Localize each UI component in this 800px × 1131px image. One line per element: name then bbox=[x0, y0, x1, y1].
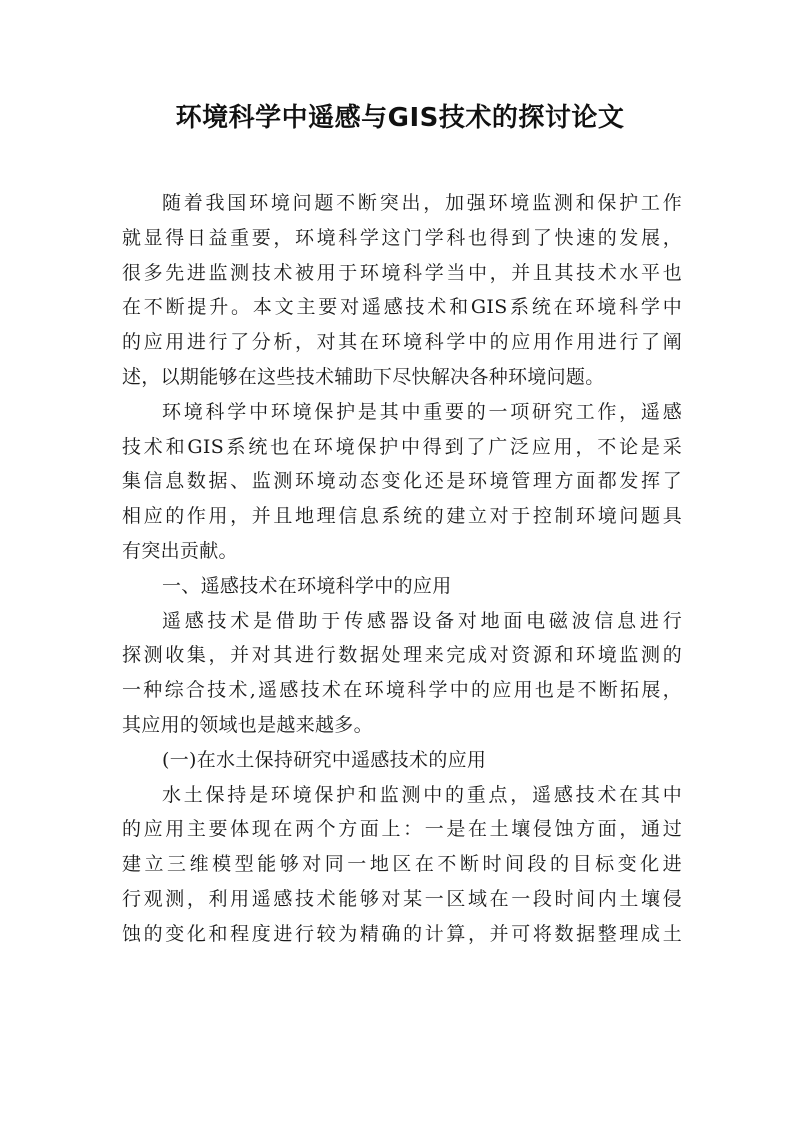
text-line: 环境科学中环境保护是其中重要的一项研究工作，遥感 bbox=[162, 400, 682, 423]
text-line: 随着我国环境问题不断突出，加强环境监测和保护工作 bbox=[162, 192, 682, 214]
text-line: 很多先进监测技术被用于环境科学当中，并且其技术水平也 bbox=[122, 261, 682, 284]
text-line: 建立三维模型能够对同一地区在不断时间段的目标变化进 bbox=[122, 853, 682, 876]
text-line: 就显得日益重要，环境科学这门学科也得到了快速的发展， bbox=[122, 226, 682, 249]
text-line: 在不断提升。本文主要对遥感技术和GIS系统在环境科学中 bbox=[122, 296, 682, 319]
text-line: 述，以期能够在这些技术辅助下尽快解决各种环境问题。 bbox=[122, 365, 605, 388]
text-line: 集信息数据、监测环境动态变化还是环境管理方面都发挥了 bbox=[122, 470, 682, 493]
text-line: 的应用进行了分析，对其在环境科学中的应用作用进行了阐 bbox=[122, 331, 682, 354]
text-line: 水土保持是环境保护和监测中的重点，遥感技术在其中 bbox=[162, 783, 682, 806]
text-line: (一)在水土保持研究中遥感技术的应用 bbox=[162, 748, 487, 771]
text-line: 相应的作用，并且地理信息系统的建立对于控制环境问题具 bbox=[122, 505, 682, 528]
text-line: 行观测，利用遥感技术能够对某一区域在一段时间内土壤侵 bbox=[122, 887, 682, 910]
text-line: 的应用主要体现在两个方面上：一是在土壤侵蚀方面，通过 bbox=[122, 818, 682, 841]
text-line: 一种综合技术,遥感技术在环境科学中的应用也是不断拓展， bbox=[122, 679, 682, 702]
text-line: 蚀的变化和程度进行较为精确的计算，并可将数据整理成土 bbox=[122, 922, 682, 945]
text-line: 其应用的领域也是越来越多。 bbox=[122, 713, 373, 736]
text-line: 技术和GIS系统也在环境保护中得到了广泛应用，不论是采 bbox=[122, 435, 682, 458]
text-line: 一、遥感技术在环境科学中的应用 bbox=[162, 574, 452, 597]
document-body bbox=[122, 186, 682, 952]
document-title: 环境科学中遥感与GIS技术的探讨论文 bbox=[175, 103, 625, 133]
text-line: 探测收集，并对其进行数据处理来完成对资源和环境监测的 bbox=[122, 644, 682, 667]
text-line: 有突出贡献。 bbox=[122, 539, 238, 562]
text-line: 遥感技术是借助于传感器设备对地面电磁波信息进行 bbox=[162, 609, 682, 632]
